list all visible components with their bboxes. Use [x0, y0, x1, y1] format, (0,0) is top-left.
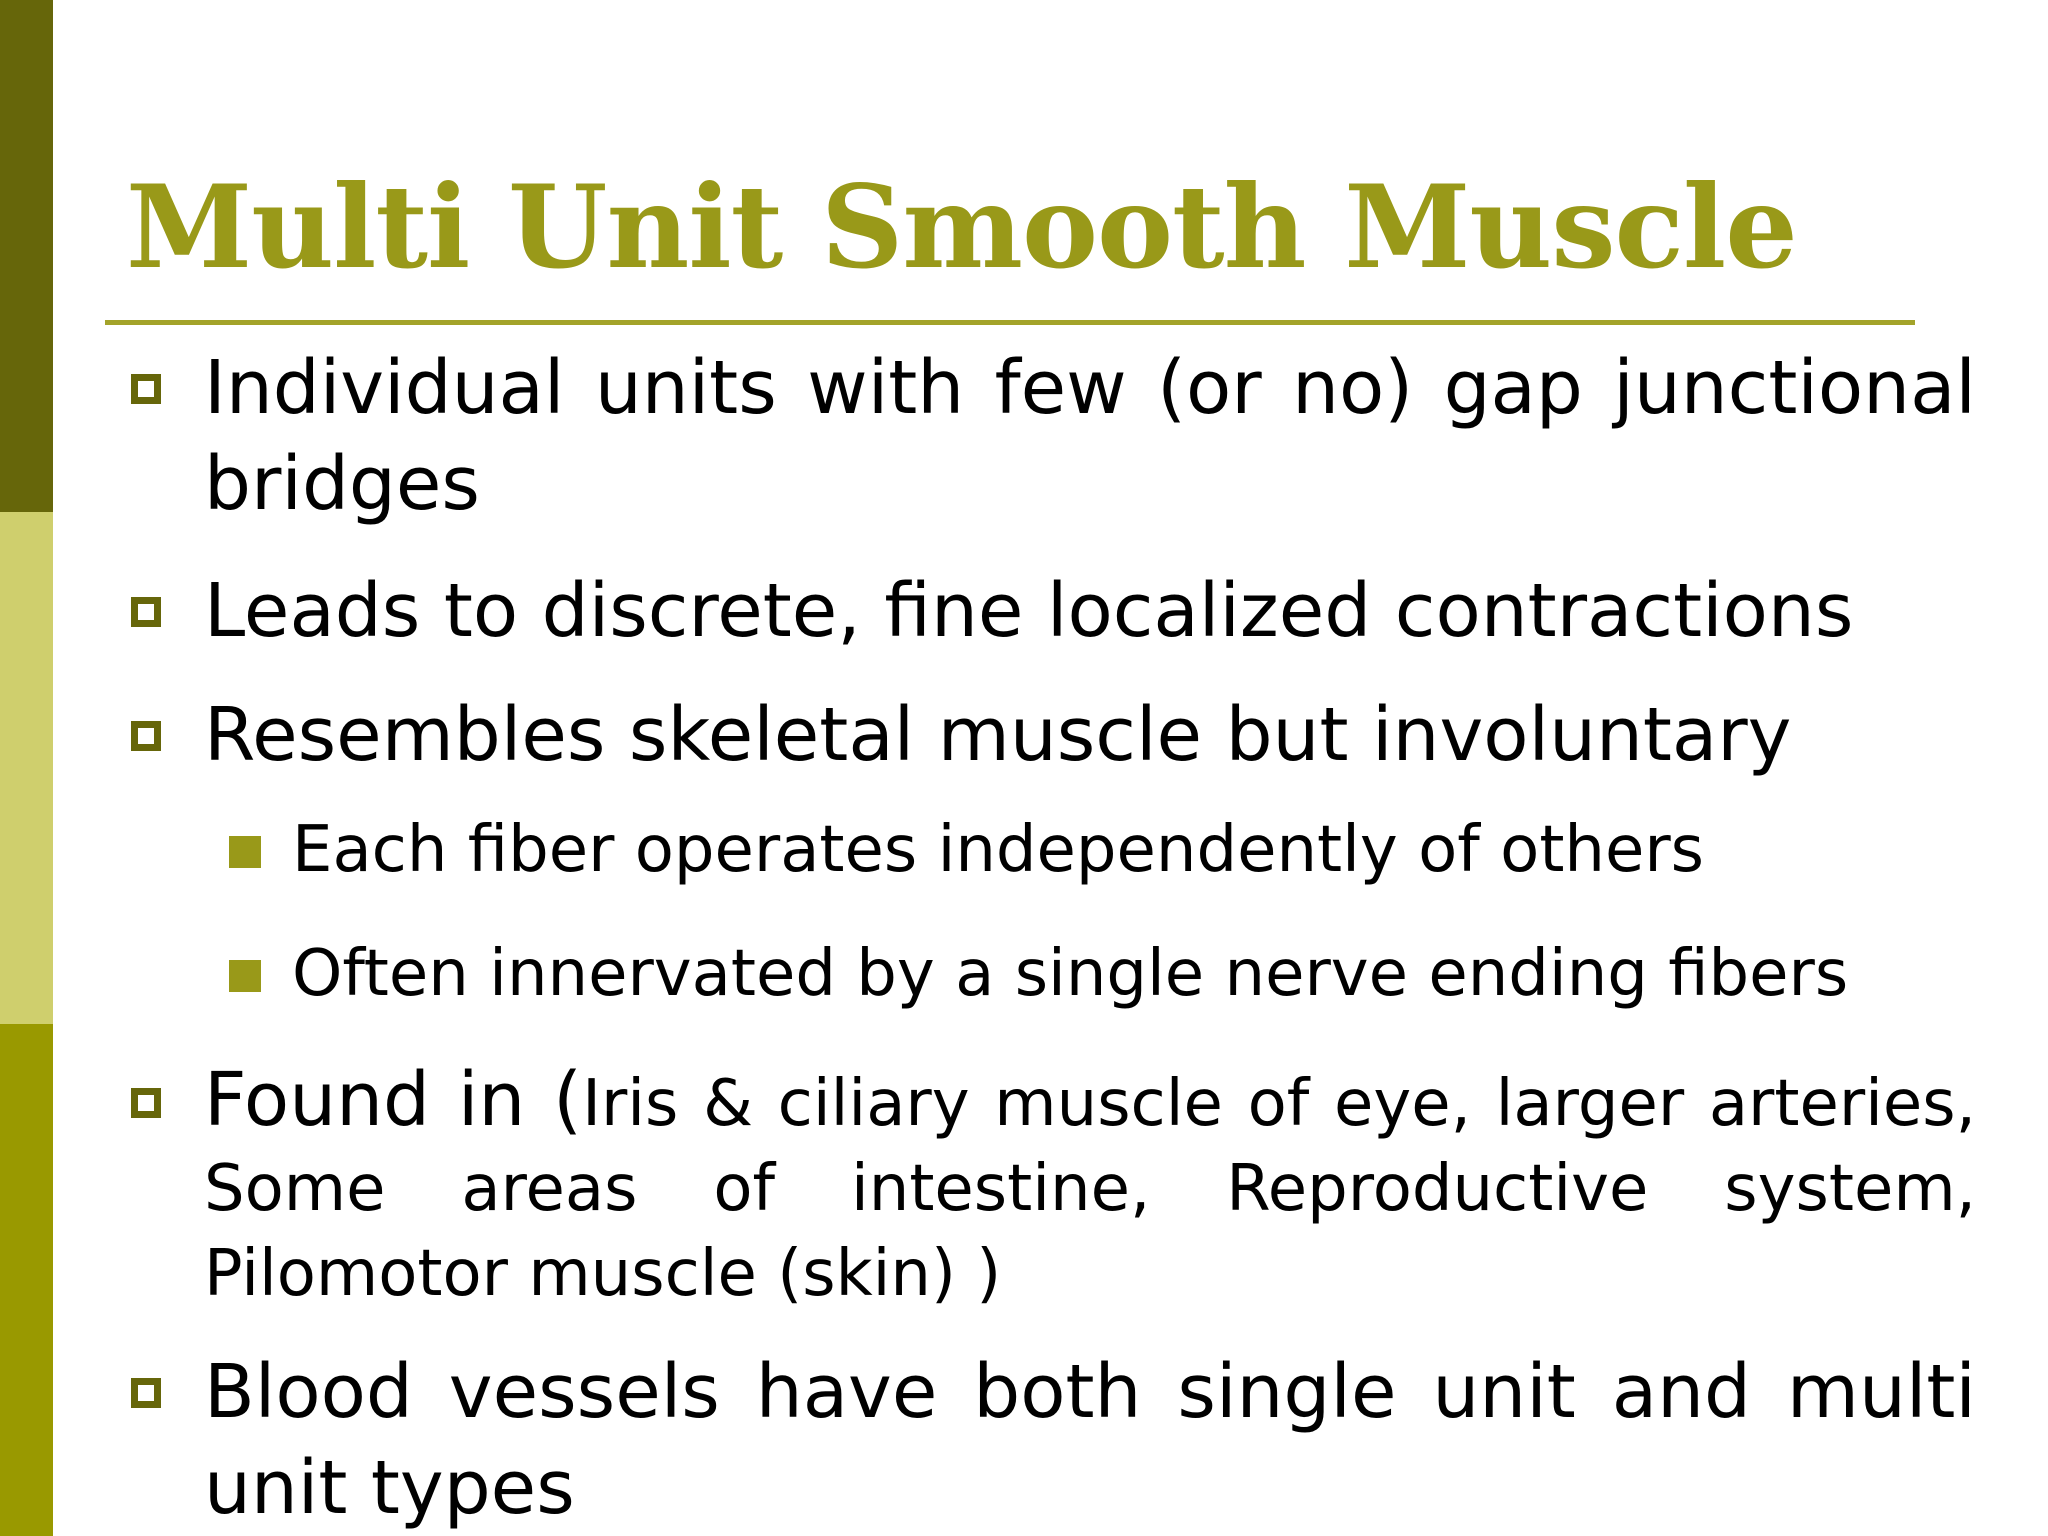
title-divider — [105, 320, 1915, 325]
bullet-2: Leads to discrete, fine localized contractions — [204, 568, 1854, 654]
subbullet-2: Often innervated by a single nerve ending fibers — [292, 937, 1849, 1011]
hollow-square-bullet-icon — [131, 374, 161, 404]
bullet-1: Individual units with few (or no) gap junctional bridges — [204, 345, 1976, 527]
bullet-4-lead: Found in ( — [204, 1057, 583, 1143]
hollow-square-bullet-icon — [131, 1378, 161, 1408]
left-accent-bar-bottom — [0, 1024, 53, 1536]
bullet-4 — [204, 1058, 1976, 1317]
left-accent-bar-middle — [0, 512, 53, 1024]
bullet-3: Resembles skeletal muscle but involuntary — [204, 692, 1792, 778]
hollow-square-bullet-icon — [131, 721, 161, 751]
hollow-square-bullet-icon — [131, 1088, 161, 1118]
filled-square-bullet-icon — [229, 836, 261, 868]
hollow-square-bullet-icon — [131, 597, 161, 627]
left-accent-bar-top — [0, 0, 53, 512]
bullet-4-detail: Iris & ciliary muscle of eye, larger arteries, Some areas of intestine, Reproductive system, Pilomotor muscle (skin) ) — [204, 1067, 1976, 1311]
filled-square-bullet-icon — [229, 960, 261, 992]
bullet-5: Blood vessels have both single unit and multi unit types — [204, 1349, 1976, 1531]
subbullet-1: Each fiber operates independently of others — [292, 813, 1704, 887]
slide-title: Multi Unit Smooth Muscle — [126, 160, 1797, 294]
